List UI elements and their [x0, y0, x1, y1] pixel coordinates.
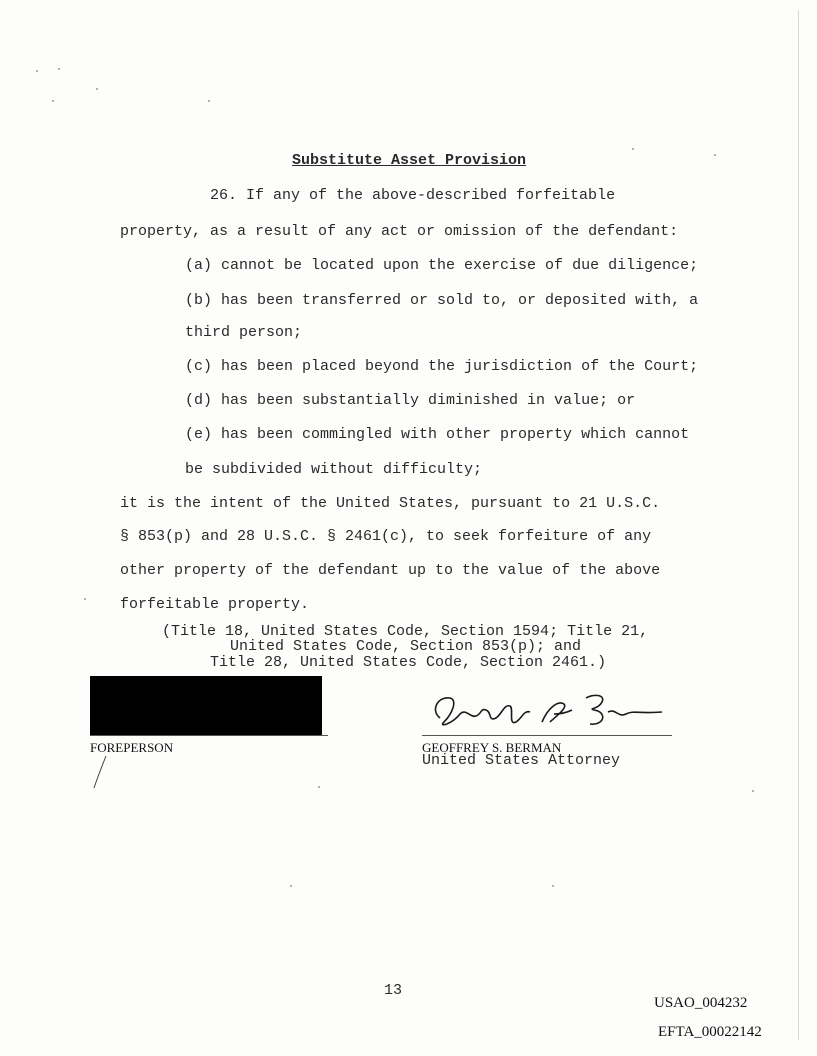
scan-speck [552, 885, 554, 887]
page-number: 13 [384, 982, 403, 999]
list-item: third person; [185, 324, 303, 341]
scan-speck [84, 598, 86, 600]
bates-number: EFTA_00022142 [658, 1024, 762, 1040]
closing-line: forfeitable property. [120, 596, 310, 613]
closing-line: § 853(p) and 28 U.S.C. § 2461(c), to seek forfeiture of any [120, 528, 652, 545]
scan-speck [290, 885, 292, 887]
redaction-block [90, 676, 322, 736]
citation-line: Title 28, United States Code, Section 2461.) [210, 654, 607, 671]
section-heading: Substitute Asset Provision [292, 152, 527, 169]
foreperson-label: FOREPERSON [90, 740, 174, 755]
paragraph-line: 26. If any of the above-described forfeitable [210, 187, 616, 204]
signature-handwriting [422, 688, 668, 736]
bates-number: USAO_004232 [654, 995, 748, 1011]
scan-speck [714, 154, 716, 156]
scan-speck [52, 100, 54, 102]
page-edge [798, 10, 799, 1040]
pen-mark-icon [92, 752, 112, 792]
list-item: (c) has been placed beyond the jurisdiction of the Court; [185, 358, 699, 375]
scan-speck [58, 68, 60, 70]
closing-line: it is the intent of the United States, pursuant to 21 U.S.C. [120, 495, 661, 512]
us-attorney-signature-line [422, 735, 672, 736]
list-item: (e) has been commingled with other property which cannot [185, 426, 690, 443]
paragraph-line: property, as a result of any act or omission of the defendant: [120, 223, 679, 240]
list-item: be subdivided without difficulty; [185, 461, 483, 478]
citation-line: (Title 18, United States Code, Section 1594; Title 21, [162, 623, 649, 640]
closing-line: other property of the defendant up to the value of the above [120, 562, 661, 579]
list-item: (d) has been substantially diminished in value; or [185, 392, 636, 409]
signer-title: United States Attorney [422, 752, 621, 769]
scan-speck [36, 70, 38, 72]
signer-name: GEOFFREY S. BERMAN [422, 740, 562, 755]
citation-line: United States Code, Section 853(p); and [230, 638, 582, 655]
scan-speck [752, 790, 754, 792]
scan-speck [632, 148, 634, 150]
list-item: (b) has been transferred or sold to, or deposited with, a [185, 292, 699, 309]
scan-speck [208, 100, 210, 102]
scan-speck [96, 88, 98, 90]
list-item: (a) cannot be located upon the exercise of due diligence; [185, 257, 699, 274]
scan-speck [318, 786, 320, 788]
foreperson-signature-line [90, 735, 328, 736]
